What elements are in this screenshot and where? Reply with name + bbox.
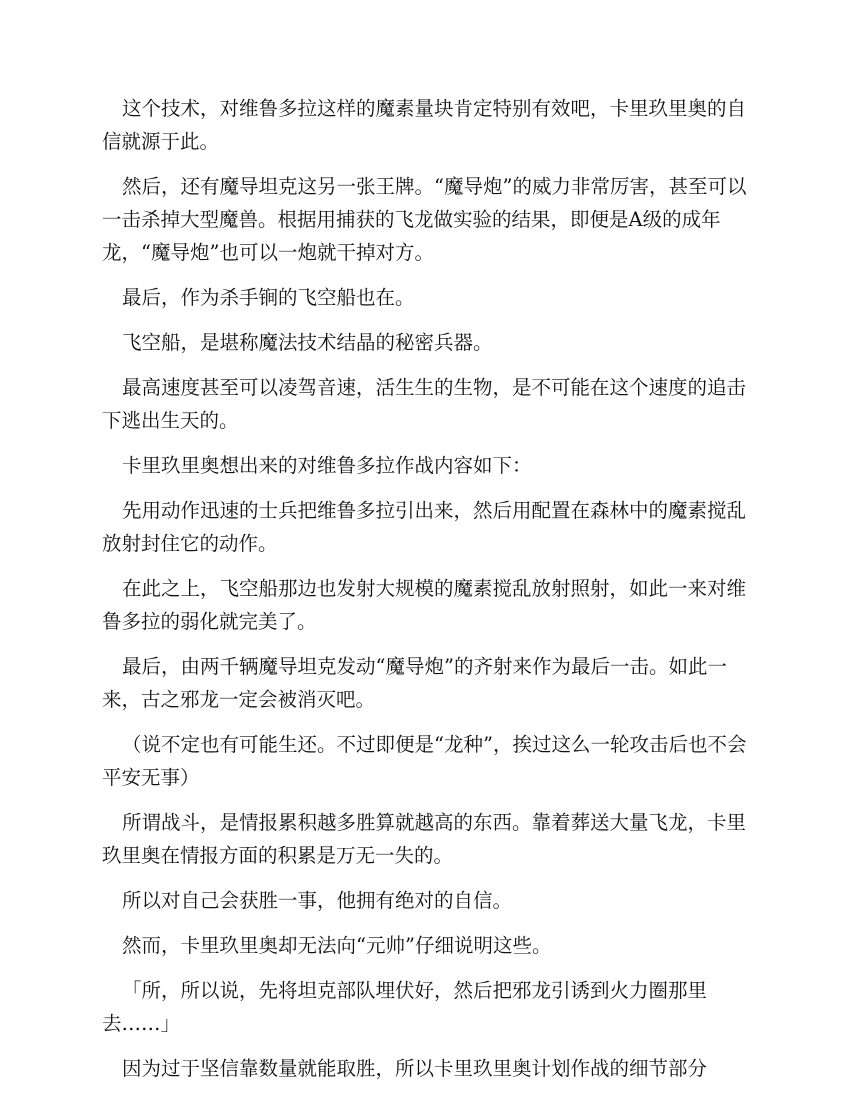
paragraph: 「所，所以说，先将坦克部队埋伏好，然后把邪龙引诱到火力圈那里去……」 bbox=[102, 979, 708, 1035]
document-body bbox=[102, 92, 748, 1097]
paragraph: 最后，作为杀手锏的飞空船也在。 bbox=[122, 286, 415, 309]
paragraph: 在此之上，飞空船那边也发射大规模的魔素搅乱放射照射，如此一来对维鲁多拉的弱化就完美了。 bbox=[102, 577, 747, 633]
paragraph: 所以对自己会获胜一事，他拥有绝对的自信。 bbox=[122, 889, 513, 912]
paragraph: 先用动作迅速的士兵把维鲁多拉引出来，然后用配置在森林中的魔素搅乱放射封住它的动作。 bbox=[102, 499, 747, 555]
paragraph: 这个技术，对维鲁多拉这样的魔素量块肯定特别有效吧，卡里玖里奥的自信就源于此。 bbox=[102, 97, 747, 153]
paragraph: 因为过于坚信靠数量就能取胜，所以卡里玖里奥计划作战的细节部分 bbox=[122, 1057, 708, 1080]
paragraph: 然后，还有魔导坦克这另一张王牌。“魔导炮”的威力非常厉害，甚至可以一击杀掉大型魔兽。根据用捕获的飞龙做实验的结果，即便是A级的成年龙，“魔导炮”也可以一炮就干掉对方。 bbox=[102, 175, 747, 264]
paragraph: 最后，由两千辆魔导坦克发动“魔导炮”的齐射来作为最后一击。如此一来，古之邪龙一定会被消灭吧。 bbox=[102, 655, 727, 711]
paragraph: （说不定也有可能生还。不过即便是“龙种”，挨过这么一轮攻击后也不会平安无事） bbox=[102, 733, 747, 789]
paragraph: 最高速度甚至可以凌驾音速，活生生的生物，是不可能在这个速度的追击下逃出生天的。 bbox=[102, 376, 747, 432]
paragraph: 飞空船，是堪称魔法技术结晶的秘密兵器。 bbox=[122, 331, 493, 354]
paragraph: 所谓战斗，是情报累积越多胜算就越高的东西。靠着葬送大量飞龙，卡里玖里奥在情报方面的积累是万无一失的。 bbox=[102, 811, 747, 867]
paragraph: 卡里玖里奥想出来的对维鲁多拉作战内容如下： bbox=[122, 454, 532, 477]
paragraph: 然而，卡里玖里奥却无法向“元帅”仔细说明这些。 bbox=[122, 934, 552, 957]
